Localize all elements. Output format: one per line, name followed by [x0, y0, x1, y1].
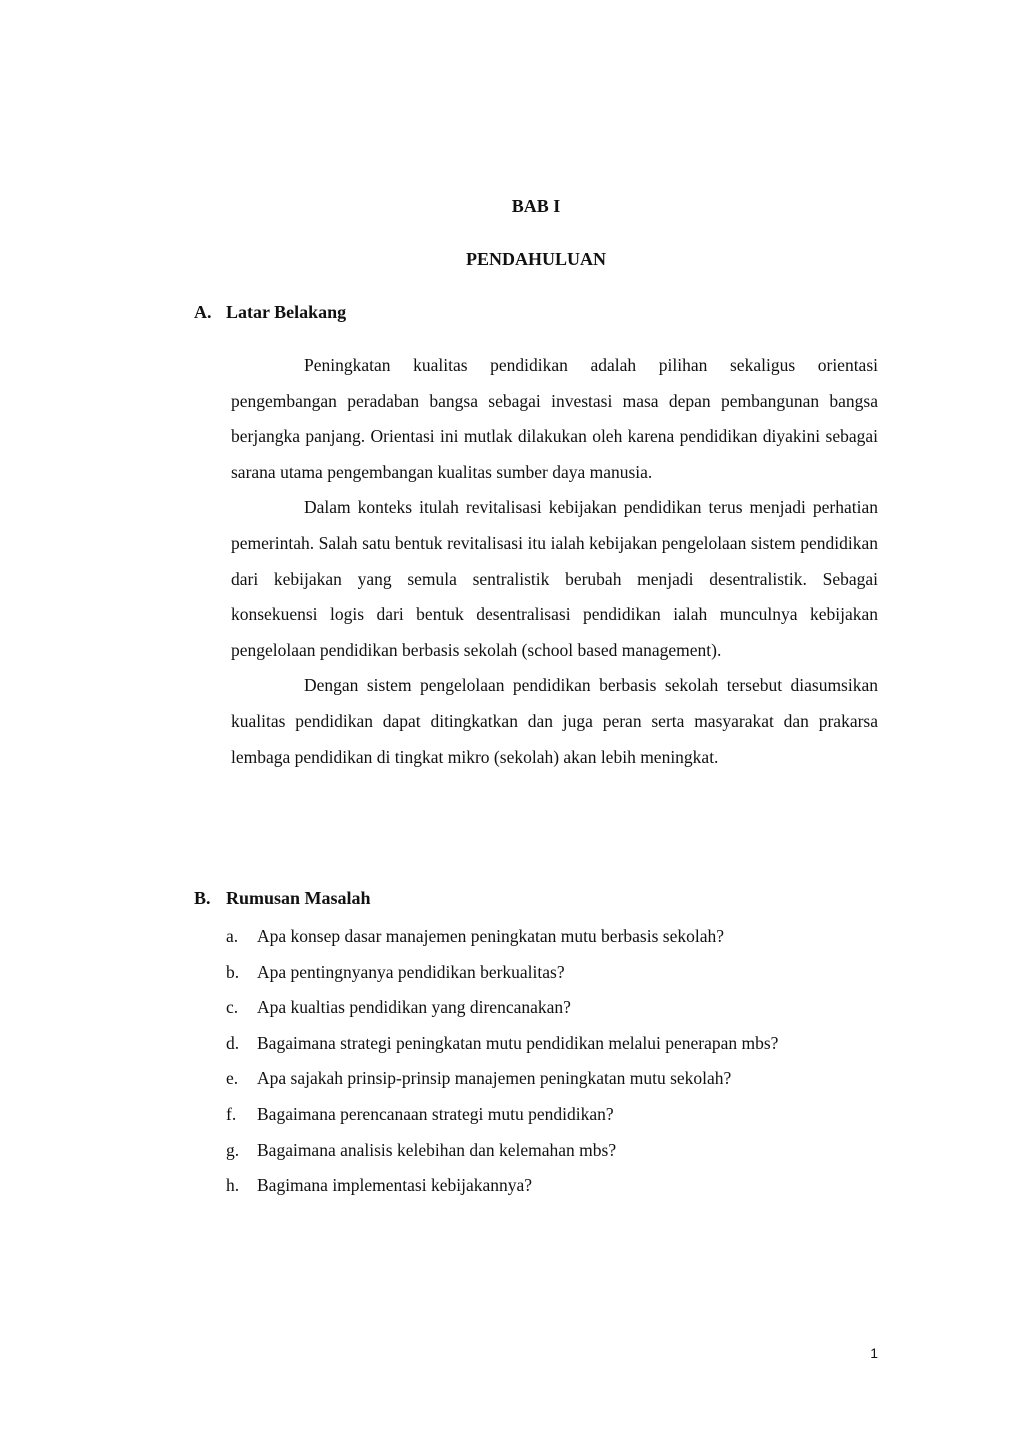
section-title: Rumusan Masalah: [226, 888, 371, 908]
list-marker: g.: [226, 1139, 240, 1160]
section-letter: A.: [194, 302, 212, 322]
list-item: [226, 955, 906, 991]
chapter-number: BAB I: [511, 196, 561, 216]
list-item-text: Bagimana implementasi kebijakannya?: [257, 1175, 533, 1196]
list-item: [226, 1133, 906, 1169]
paragraph: Peningkatan kualitas pendidikan adalah pilihan sekaligus orientasi pengembangan peradaban bangsa sebagai investasi masa depan pembangunan bangsa berjangka panjang. Orientasi ini mutlak dilakukan oleh karena pendidikan diyakini sebagai sarana utama pengembangan kualitas sumber daya manusia.: [231, 355, 878, 482]
list-item: [226, 1097, 906, 1133]
list-marker: e.: [226, 1068, 239, 1089]
problem-question-list: [226, 919, 906, 1204]
section-heading-latar-belakang: [194, 302, 346, 323]
list-item: [226, 1026, 906, 1062]
list-item: [226, 1061, 906, 1097]
list-item: [226, 919, 906, 955]
list-item: [226, 1168, 906, 1204]
list-item-text: Bagaimana strategi peningkatan mutu pendidikan melalui penerapan mbs?: [257, 1032, 779, 1053]
section-heading-rumusan-masalah: [194, 888, 371, 909]
list-item-text: Apa sajakah prinsip-prinsip manajemen peningkatan mutu sekolah?: [257, 1068, 732, 1089]
list-item-text: Apa kualtias pendidikan yang direncanakan?: [257, 997, 571, 1018]
background-text: [231, 348, 878, 775]
list-marker: c.: [226, 997, 239, 1018]
list-item-text: Apa konsep dasar manajemen peningkatan mutu berbasis sekolah?: [257, 926, 725, 946]
list-marker: f.: [226, 1103, 237, 1124]
list-marker: h.: [226, 1175, 240, 1196]
list-marker: b.: [226, 961, 240, 982]
paragraph: Dalam konteks itulah revitalisasi kebijakan pendidikan terus menjadi perhatian pemerintah. Salah satu bentuk revitalisasi itu ialah kebijakan pengelolaan sistem pendidikan dari kebijakan yang semula sentralistik berubah menjadi desentralistik. Sebagai konsekuensi logis dari bentuk desentralisasi pendidikan ialah munculnya kebijakan pengelolaan pendidikan berbasis sekolah (school based management).: [231, 497, 878, 660]
list-marker: d.: [226, 1032, 240, 1053]
list-item-text: Bagaimana perencanaan strategi mutu pendidikan?: [257, 1103, 614, 1124]
list-marker: a.: [226, 926, 239, 946]
paragraph: Dengan sistem pengelolaan pendidikan berbasis sekolah tersebut diasumsikan kualitas pendidikan dapat ditingkatkan dan juga peran serta masyarakat dan prakarsa lembaga pendidikan di tingkat mikro (sekolah) akan lebih meningkat.: [231, 675, 878, 767]
list-item-text: Apa pentingnyanya pendidikan berkualitas?: [257, 961, 565, 982]
page-number: 1: [870, 1345, 878, 1361]
list-item: [226, 990, 906, 1026]
chapter-title: PENDAHULUAN: [465, 249, 606, 269]
list-item-text: Bagaimana analisis kelebihan dan kelemahan mbs?: [257, 1139, 617, 1160]
section-title: Latar Belakang: [226, 302, 347, 322]
section-letter: B.: [194, 888, 211, 908]
